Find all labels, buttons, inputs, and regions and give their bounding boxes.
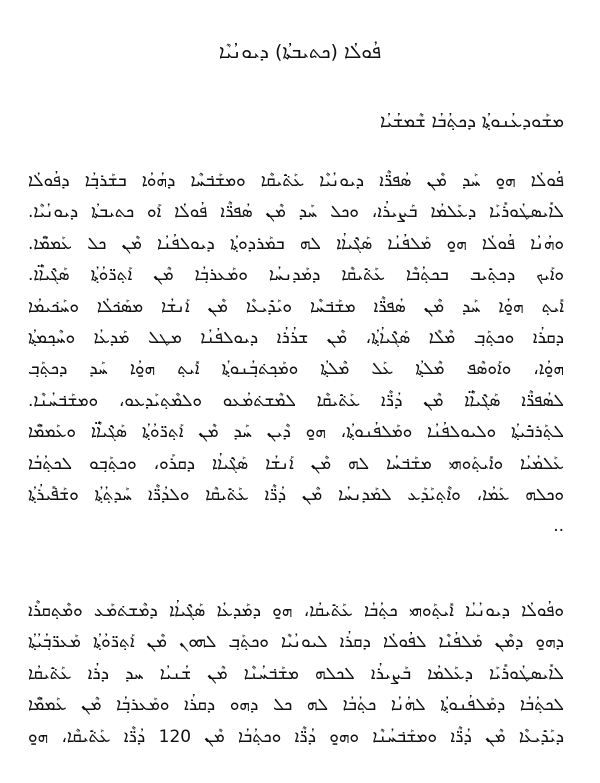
- text-line: ܠܟܬ݂ܳܒܳܐ ܕܡܰܠܦܳܢܘܬ݂ܳܐ ܠܗܳܢܳܐ ܟܬ݂ܳܒܳܐ ܠܗ ܟܠ ܕܗܘ ܕܩܪܳܐ ܘܡܰܥܪܒ݂ܳܐ ܡܶܢ ܥܰܡܡ̈ܶܐ: [28, 695, 564, 716]
- text-line: ܘܟܠܗ ܥܰܡܳܐ، ܘܐܶܬ݂ܝܰܕܰܥ ܠܡܰܕܢܚܳܐ ܡܶܢ ܕܳܪ̈ܶܐ ܥܰܬ݁ܺܝܩܶܐ ܘܠܕܳܪ̈ܶܐ ܚܰܕܬ݂ܳܬ݂ܳܐ ܘܫܰܦ݁ܺܝܪܳܬ݂ܳܐ: [28, 484, 564, 505]
- text-line: ܠܐܺܝܣܛܳܘܪܺܝܰܐ ܕܥܰܠܡܳܐ ܒܰܨܝܪܳܐ، ܘܟܠ ܚܰܕ ܡܶܢ ܣܳܦܪ̈ܶܐ ܦܳܘܠܳܐ ܐܰܘ ܟܬܝܒܬܳܐ ܕܝܘܢܳܝܶܐ.: [28, 202, 564, 223]
- text-line: ܐܺܝܬ݂ ܗ̱ܘܳܐ ܚܰܕ ܡܶܢ ܣܳܦܪ̈ܶܐ ܡܫܰܒ݁ܚܶܐ ܘܝܰܕܺܝܥܶܐ ܡܶܢ ܐܰܢܫܳܐ ܡܣܰܟ݁ܠܳܐ ܘܚܰܟ݁ܝܡܳܐ: [28, 296, 564, 317]
- text-line: ܦܳܘܠܳܐ ܗ̱ܘ ܚܰܕ ܡܶܢ ܣܳܦܪ̈ܶܐ ܕܝܘܢܳܝܶܐ ܥܰܬ݁ܺܝܩܶܐ ܘܡܫܰܒ݁ܚܶܐ ܕܗܳܘܳܐ ܒܫܰܪܒ݂ܳܐ ܕܦܳܘܠܳܐ: [28, 171, 564, 191]
- document-title: ܦܳܘܠܳܐ (ܟܬܝܒܬܳܐ) ܕܝܘܢܳܝܶܐ: [218, 41, 382, 63]
- paragraph-1: [28, 166, 564, 543]
- text-line: ܘܦܳܘܠܳܐ ܕܝܘܢܳܝܳܐ ܐܺܝܬ݂ܰܘܗܝ ܟܬ݂ܳܒܳܐ ܥܰܬ݁ܺܝܩܳܐ، ܗ̱ܘ ܕܡܰܕܥܳܐ ܣܰܓ݁ܺܝܐܳܐ ܕܡܶܫܬ݁ܡܰܥ ܘܡܶܬ݂ܩܪܶܐ: [28, 601, 564, 621]
- text-line: ܠܐܺܝܣܛܳܘܪܺܝܰܐ ܕܥܰܠܡܳܐ ܒܰܨܝܪܳܐ ܠܟܠܗ ܡܫܰܒ݁ܚܳܢܶܐ ܡܶܢ ܫܳܢܝܳܐ ܚܕ ܕܪܳܐ ܥܰܬ݁ܺܝܩܳܐ: [28, 663, 564, 684]
- paragraph-2: [28, 596, 564, 753]
- text-line: ܘܗܳܢܳܐ ܦܳܘܠܳܐ ܗ̱ܘ ܡܰܠܦܳܢܳܐ ܣܰܓ݁ܺܝܐܳܐ ܠܗ ܒܡܰܪܕܘܬ݂ܳܐ ܕܝܘܠܦܳܢܳܐ ܡܶܢ ܟܠ ܥܰܡܡ̈ܶܐ.: [28, 233, 564, 254]
- text-line: ܠܣܳܦܪ̈ܶܐ ܣܰܓ݁ܺܝܐ̈ܶܐ ܡܶܢ ܕܳܪ̈ܶܐ ܥܰܬ݁ܺܝܩܶܐ ܠܡܶܫܬ݁ܡܳܥܘ ܘܠܡܶܬ݂ܝܰܕܥܘ، ܘܡܫܰܒ݁ܚܳܢܶܐ.: [28, 390, 564, 411]
- text-line: ..: [553, 516, 564, 537]
- text-line: ܕܗ̱ܘ ܕܡܶܢ ܡܰܠܦܳܢܶܐ ܠܦܳܘܠܳܐ ܕܩܪܳܐ ܠܝܘܢܳܝܶܐ ܘܟܬ݂ܰܒ݂ ܠܗܘܢ ܡܶܢ ܐܰܬ݂ܪ̈ܘܳܬ݂ܳܐ ܡܰܥܪ̈ܒ݂ܳܝܳܬ݂ܳܐ: [28, 632, 564, 653]
- text-line: ܠܬ݂ܰܪܒܺܝܬ݂ܳܐ ܘܠܝܘܠܦܳܢܳܐ ܘܡܰܠܦܳܢܘܬ݂ܳܐ، ܗ̱ܘ ܕܶܝܢ ܚܰܕ ܡܶܢ ܐܰܬ݂ܪ̈ܘܳܬ݂ܳܐ ܣܰܓ݁ܺܝܐ̈ܶܐ ܘܥܰܡܡ̈ܶܐ: [28, 422, 564, 443]
- text-line: ܗ̱ܘܳܐ، ܘܐܰܘܣܶܦ ܡܶܠܬ݂ܳܐ ܥܰܠ ܡܶܠܬ݂ܳܐ ܘܡܰܟ݂ܬ݁ܒ݂ܳܢܘܬ݂ܳܐ ܐܺܝܬ݂ ܗ̱ܘܳܐ ܚܰܕ ܕܟܬ݂ܰܒ݂: [28, 359, 564, 380]
- text-line: ܕܝܰܕܺܝܥܶܐ ܡܶܢ ܕܳܪ̈ܶܐ ܘܡܫܰܒ݁ܚܳܢܶܐ ܘܗ̱ܘ ܕܳܪ̈ܶܐ ܘܟܬ݂ܳܒܳܐ ܡܶܢ 120 ܕܳܪ̈ܶܐ ܥܰܬ݁ܺܝܩܶܐ، ܗ̱ܘ: [28, 726, 564, 747]
- section-heading: ܡܫܰܘܕܥܳܢܘܬ݂ܳܐ ܕܟܬ݂ܳܒܳܐ ܫܶܡܫܳܝܳܐ: [380, 111, 564, 132]
- text-line: ܘܐܰܝܟ ܕܟܬ݂ܺܝܒ ܒܟܬ݂ܳܒܶܐ ܥܰܬ݁ܺܝܩܶܐ ܕܡܰܕܢܚܳܐ ܘܡܰܥܪܒ݂ܳܐ ܡܶܢ ܐܰܬ݂ܪ̈ܘܳܬ݂ܳܐ ܣܰܓ݁ܺܝܐ̈ܶܐ.: [28, 265, 564, 286]
- text-line: ܥܰܠܡܳܝܳܐ ܘܐܺܝܬ݂ܰܘܗܝ ܡܫܰܒ݁ܚܳܐ ܠܗ ܡܶܢ ܐܰܢܫܳܐ ܣܰܓ݁ܺܝܐܳܐ ܕܩܪܰܘ، ܘܟܬ݂ܰܒ݂ܘ ܠܟܬ݂ܳܒܳܐ: [28, 453, 564, 474]
- text-line: ܕܩܪܳܐ ܘܟܬ݂ܰܒ݂ ܡܶܠܶܐ ܣܰܓ݁ܺܝܐܳܬ݂ܳܐ، ܡܶܢ ܫܪܳܪܳܐ ܕܝܘܠܦܳܢܳܐ ܡܛܠ ܡܰܕܥܳܐ ܘܚܶܟ݂ܡܬ݂ܳܐ: [28, 327, 564, 348]
